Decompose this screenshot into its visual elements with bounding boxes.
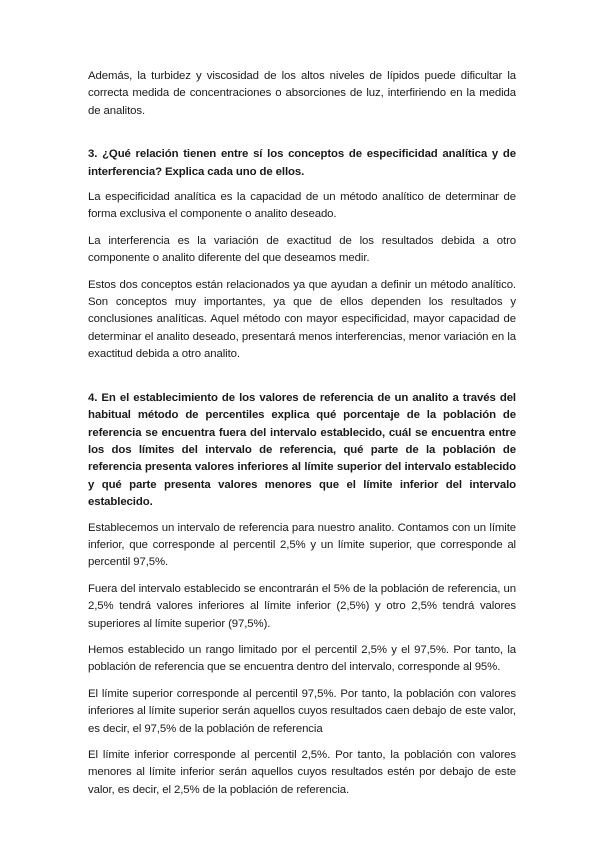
answer-4-inside: Hemos establecido un rango limitado por el percentil 2,5% y el 97,5%. Por tanto, la población de referencia que se encuentra dentro del intervalo, corresponde al 95%.: [88, 643, 516, 674]
answer-3-interference: La interferencia es la variación de exactitud de los resultados debida a otro componente o analito diferente del que deseamos medir.: [88, 234, 516, 265]
answer-4-upper-limit: El límite superior corresponde al percentil 97,5%. Por tanto, la población con valores inferiores al límite superior serán aquellos cuyos resultados caen debajo de este valor, es decir, el 97,5% de la población de referencia: [88, 687, 516, 735]
document-page: [88, 68, 516, 799]
question-4-heading: 4. En el establecimiento de los valores de referencia de un analito a través del habitual método de percentiles explica qué porcentaje de la población de referencia se encuentra fuera del intervalo establecido, cuál se encuentra entre los dos límites del intervalo de referencia, qué parte de la población de referencia presenta valores inferiores al límite superior del intervalo establecido y qué parte presenta valores menores que el límite inferior del intervalo establecido.: [88, 391, 516, 509]
answer-3-relation: Estos dos conceptos están relacionados ya que ayudan a definir un método analítico. Son conceptos muy importantes, ya que de ellos dependen los resultados y conclusiones analíticas. Aquel método con mayor especificidad, mayor capacidad de determinar el analito deseado, presentará menos interferencias, menor variación en la exactitud debida a otro analito.: [88, 278, 516, 361]
answer-4-interval: Establecemos un intervalo de referencia para nuestro analito. Contamos con un límite inferior, que corresponde al percentil 2,5% y un límite superior, que corresponde al percentil 97,5%.: [88, 521, 516, 569]
answer-4-lower-limit: El límite inferior corresponde al percentil 2,5%. Por tanto, la población con valores menores al límite inferior serán aquellos cuyos resultados estén por debajo de este valor, es decir, el 2,5% de la población de referencia.: [88, 749, 516, 796]
answer-3-specificity: La especificidad analítica es la capacidad de un método analítico de determinar de forma exclusiva el componente o analito deseado.: [88, 191, 516, 221]
question-3-heading: 3. ¿Qué relación tienen entre sí los conceptos de especificidad analítica y de interferencia? Explica cada uno de ellos.: [88, 148, 516, 178]
paragraph-lipids-interference: Además, la turbidez y viscosidad de los altos niveles de lípidos puede dificultar la correcta medida de concentraciones o absorciones de luz, interfiriendo en la medida de analitos.: [88, 70, 516, 117]
answer-4-outside: Fuera del intervalo establecido se encontrarán el 5% de la población de referencia, un 2,5% tendrá valores inferiores al límite inferior (2,5%) y otro 2,5% tendrá valores superiores al límite superior (97,5%).: [88, 582, 516, 630]
